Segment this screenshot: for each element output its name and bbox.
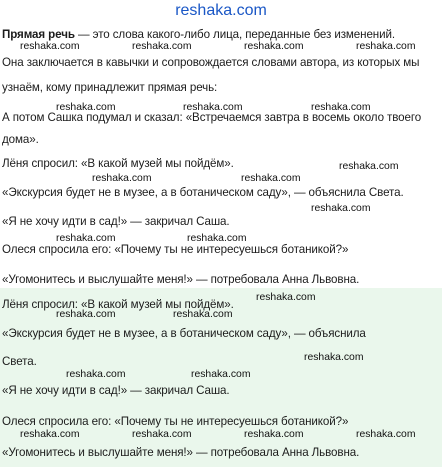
example-line-2: дома». xyxy=(2,133,39,146)
answer-line-3: Света. xyxy=(2,355,37,368)
watermark: reshaka.com xyxy=(311,102,371,113)
watermark: reshaka.com xyxy=(66,369,126,380)
watermark: reshaka.com xyxy=(311,203,371,214)
watermark: reshaka.com xyxy=(56,233,116,244)
site-watermark-header: reshaka.com xyxy=(175,2,267,19)
watermark: reshaka.com xyxy=(356,41,416,52)
answer-line-5: Олеся спросила его: «Почему ты не интересуешься ботаникой?» xyxy=(2,415,349,428)
watermark: reshaka.com xyxy=(244,41,304,52)
example-line-4: «Экскурсия будет не в музее, а в ботаническом саду», — объяснила Света. xyxy=(2,186,404,199)
example-line-6: Олеся спросила его: «Почему ты не интересуешься ботаникой?» xyxy=(2,243,349,256)
watermark: reshaka.com xyxy=(20,41,80,52)
example-line-7: «Угомонитесь и выслушайте меня!» — потребовала Анна Львовна. xyxy=(2,273,360,286)
answer-line-4: «Я не хочу идти в сад!» — закричал Саша. xyxy=(2,384,230,397)
watermark: reshaka.com xyxy=(191,369,251,380)
watermark: reshaka.com xyxy=(132,41,192,52)
definition-line-2: Она заключается в кавычки и сопровождается словами автора, из которых мы xyxy=(2,56,420,69)
answer-line-6: «Угомонитесь и выслушайте меня!» — потребовала Анна Львовна. xyxy=(2,446,360,459)
definition-line-3: узнаём, кому принадлежит прямая речь: xyxy=(2,81,218,94)
watermark: reshaka.com xyxy=(92,173,152,184)
answer-line-1: Лёня спросил: «В какой музей мы пойдём». xyxy=(2,298,234,311)
watermark: reshaka.com xyxy=(356,429,416,440)
definition-term: Прямая речь xyxy=(2,28,75,41)
definition-line-1 xyxy=(2,28,395,42)
watermark: reshaka.com xyxy=(256,292,316,303)
example-line-3: Лёня спросил: «В какой музей мы пойдём». xyxy=(2,157,234,170)
watermark: reshaka.com xyxy=(56,102,116,113)
watermark: reshaka.com xyxy=(20,429,80,440)
watermark: reshaka.com xyxy=(56,309,116,320)
definition-line-1-rest: — это слова какого-либо лица, переданные без изменений. xyxy=(74,28,395,41)
answer-line-2: «Экскурсия будет не в музее, а в ботаническом саду», — объяснила xyxy=(2,327,366,340)
watermark: reshaka.com xyxy=(241,173,301,184)
watermark: reshaka.com xyxy=(173,309,233,320)
watermark: reshaka.com xyxy=(187,233,247,244)
example-line-5: «Я не хочу идти в сад!» — закричал Саша. xyxy=(2,215,230,228)
watermark: reshaka.com xyxy=(339,161,399,172)
watermark: reshaka.com xyxy=(304,352,364,363)
watermark: reshaka.com xyxy=(183,102,243,113)
example-line-1: А потом Сашка подумал и сказал: «Встречаемся завтра в восемь около твоего xyxy=(2,111,422,124)
watermark: reshaka.com xyxy=(244,429,304,440)
watermark: reshaka.com xyxy=(132,429,192,440)
